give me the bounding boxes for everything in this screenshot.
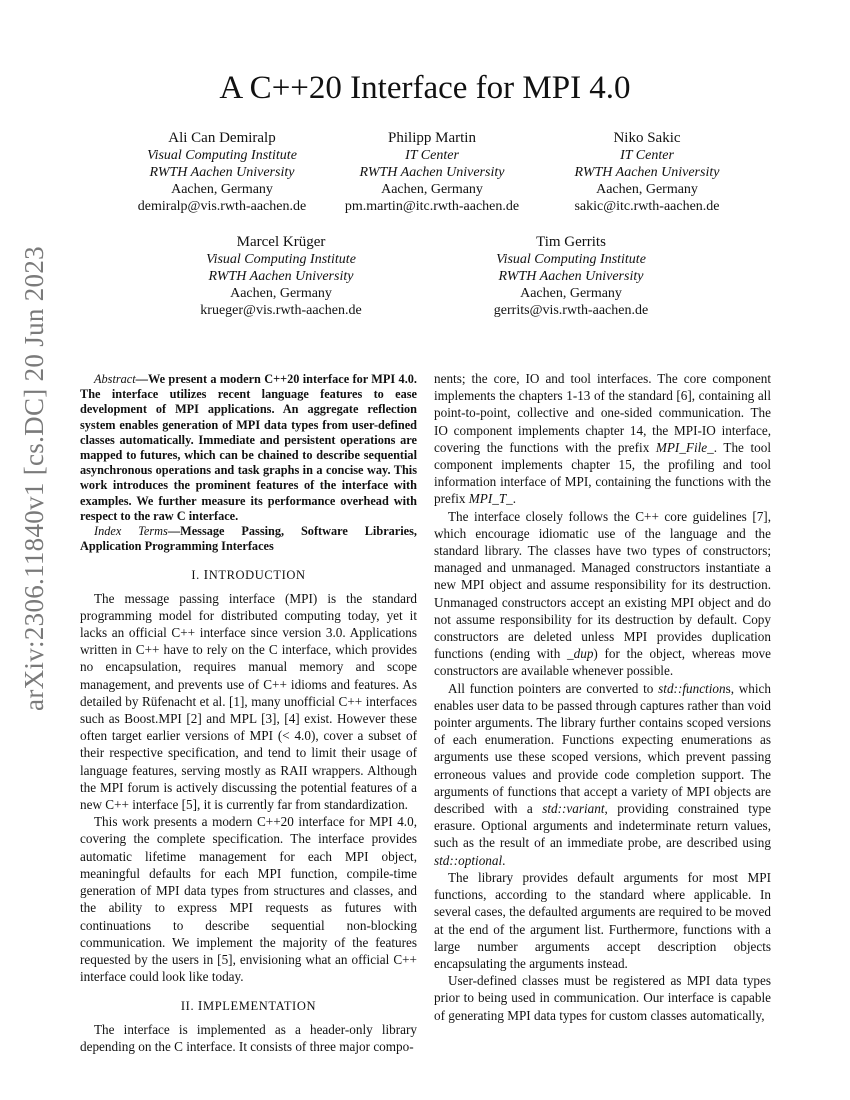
author-block (532, 130, 762, 215)
index-terms-label: Index Terms (94, 524, 168, 539)
section-number: II. (180, 999, 195, 1014)
section-heading-implementation (80, 997, 417, 1015)
author-city: Aachen, Germany (171, 182, 273, 197)
text-run: All function pointers are converted to (448, 680, 659, 696)
author-name: Niko Sakic (613, 130, 681, 146)
code-identifier: std::function (658, 680, 726, 696)
author-name: Philipp Martin (388, 130, 476, 146)
paragraph: User-defined classes must be registered as MPI data types prior to being used in communication. Our interface is capable of generating MPI data types for custom classes automatically, (434, 973, 771, 1023)
author-email[interactable]: demiralp@vis.rwth-aachen.de (137, 199, 307, 214)
author-city: Aachen, Germany (596, 182, 698, 197)
author-university: RWTH Aachen University (498, 269, 644, 284)
index-terms (80, 524, 417, 554)
author-dept: Visual Computing Institute (206, 252, 356, 267)
author-university: RWTH Aachen University (359, 165, 505, 180)
author-email[interactable]: sakic@itc.rwth-aachen.de (574, 199, 720, 214)
author-city: Aachen, Germany (230, 286, 332, 301)
paragraph: The message passing interface (MPI) is the standard programming model for distributed computing today, yet it lacks an official C++ interface since version 3.0. Applications written in C++ have to rely on the C interface, which provides no encapsulation, requires manual memory and scope management, and prevents use of C++ idioms and features. As detailed by Rüfenacht et al. [1], many unofficial C++ interfaces such as Boost.MPI [2] and MPL [3], [4] exist. However these often target earlier versions of MPI (< 4.0), cover a subset of their respective specification, and tend to limit their usage of language features, serving mostly as RAII wrappers. Although the MPI forum is actively discussing the potential features of a new C++ interface [5], it is currently far from standardization. (80, 590, 417, 813)
author-block (166, 234, 396, 319)
author-dept: Visual Computing Institute (147, 148, 297, 163)
author-block (317, 130, 547, 215)
abstract-text: —We present a modern C++20 interface for MPI 4.0. The interface utilizes recent language features to ease development of MPI applications. An aggregate reflection system enables generation of MPI data types from user-defined classes automatically. Immediate and persistent operations are mapped to futures, which can be chained to describe sequential asynchronous operations and task graphs in a concise way. This work introduces the prominent features of the interface with examples. We further measure its performance overhead with respect to the raw C interface. (80, 372, 417, 523)
author-dept: IT Center (620, 148, 674, 163)
text-run: . The tool component implements chapter 15, the profiling and tool information interface of MPI, containing the functions with the prefix (434, 439, 771, 507)
right-column (434, 370, 771, 1024)
index-terms-text: —Message Passing, Software Libraries, Application Programming Interfaces (80, 524, 417, 554)
abstract (80, 372, 417, 524)
section-title: NTRODUCTION (208, 568, 306, 583)
paragraph (434, 370, 771, 508)
text-run: nents; the core, IO and tool interfaces. The core component implements the chapters 1-13 of the standard [6], containing all point-to-point, collective and one-sided communication. The IO component implements chapter 14, the MPI-IO interface, covering the functions with the prefix (434, 371, 771, 455)
paragraph: This work presents a modern C++20 interface for MPI 4.0, covering the complete specification. The interface provides automatic lifetime management for each MPI object, meaningful defaults for each MPI function, compile-time generation of MPI data types from structures and classes, and the ability to express MPI requests as futures with continuations to describe sequential non-blocking communication. We implement the majority of the features requested by the users in [5], envisioning what an official C++ interface could look like today. (80, 814, 417, 985)
text-run: The interface closely follows the C++ core guidelines [7], which encourage idiomatic use of the language and the standard library. The classes have two types of constructors; managed and unmanaged. Managed constructors instantiate a new MPI object and assume responsibility for its destruction. Unmanaged constructors accept an existing MPI object and do not assume responsibility for its destruction by default. Copy constructors are deleted unless MPI provides duplication functions (ending with (434, 508, 771, 662)
section-heading-introduction (80, 566, 417, 584)
text-run: , providing constrained type erasure. Optional arguments and indeterminate return values, such as the result of an immediate probe, are described using (434, 801, 771, 851)
code-identifier: MPI_File_ (655, 439, 714, 455)
code-identifier: std::optional (434, 852, 503, 868)
abstract-label: Abstract (94, 372, 136, 386)
author-dept: IT Center (405, 148, 459, 163)
text-run: . (502, 852, 506, 868)
section-initial: I (197, 998, 204, 1014)
author-name: Marcel Krüger (236, 234, 326, 250)
paragraph (434, 508, 771, 680)
author-name: Ali Can Demiralp (168, 130, 276, 146)
author-university: RWTH Aachen University (208, 269, 354, 284)
text-run: ) for the object, whereas move constructors are available whenever possible. (434, 646, 771, 679)
author-email[interactable]: krueger@vis.rwth-aachen.de (200, 303, 362, 318)
section-number: I. (191, 568, 200, 583)
author-university: RWTH Aachen University (574, 165, 720, 180)
text-run: s, which enables user data to be passed through captures rather than void pointer arguments. The library further contains scoped versions of each enumeration. Functions expecting enumerations as arguments use these scoped versions, which prevent passing erroneous values and provide code completion support. The arguments of functions that accept a variety of MPI objects are described with a (434, 680, 771, 817)
paragraph (434, 680, 771, 869)
text-run: . (512, 491, 517, 507)
author-dept: Visual Computing Institute (496, 252, 646, 267)
code-identifier: std::variant (542, 801, 605, 817)
author-city: Aachen, Germany (520, 286, 622, 301)
author-name: Tim Gerrits (536, 234, 606, 250)
left-column (80, 372, 417, 1055)
author-block (107, 130, 337, 215)
paragraph: The library provides default arguments for most MPI functions, according to the standard where applicable. In several cases, the defaulted arguments are required to be moved at the end of the argument list. Furthermore, functions with a large number arguments accept description objects encapsulating the arguments instead. (434, 869, 771, 971)
section-initial: I (203, 567, 209, 583)
arxiv-stamp (12, 245, 56, 711)
section-title: MPLEMENTATION (203, 999, 317, 1014)
code-identifier: _dup (567, 646, 594, 662)
paragraph: The interface is implemented as a header-only library depending on the C interface. It consists of three major compo- (80, 1021, 417, 1054)
code-identifier: MPI_T_ (468, 491, 513, 507)
author-block (456, 234, 686, 319)
author-email[interactable]: gerrits@vis.rwth-aachen.de (493, 303, 649, 318)
author-email[interactable]: pm.martin@itc.rwth-aachen.de (344, 199, 520, 214)
paper-title: A C++20 Interface for MPI 4.0 (219, 70, 631, 106)
arxiv-identifier: arXiv:2306.11840v1 [cs.DC] 20 Jun 2023 (18, 245, 49, 711)
author-city: Aachen, Germany (381, 182, 483, 197)
author-university: RWTH Aachen University (149, 165, 295, 180)
